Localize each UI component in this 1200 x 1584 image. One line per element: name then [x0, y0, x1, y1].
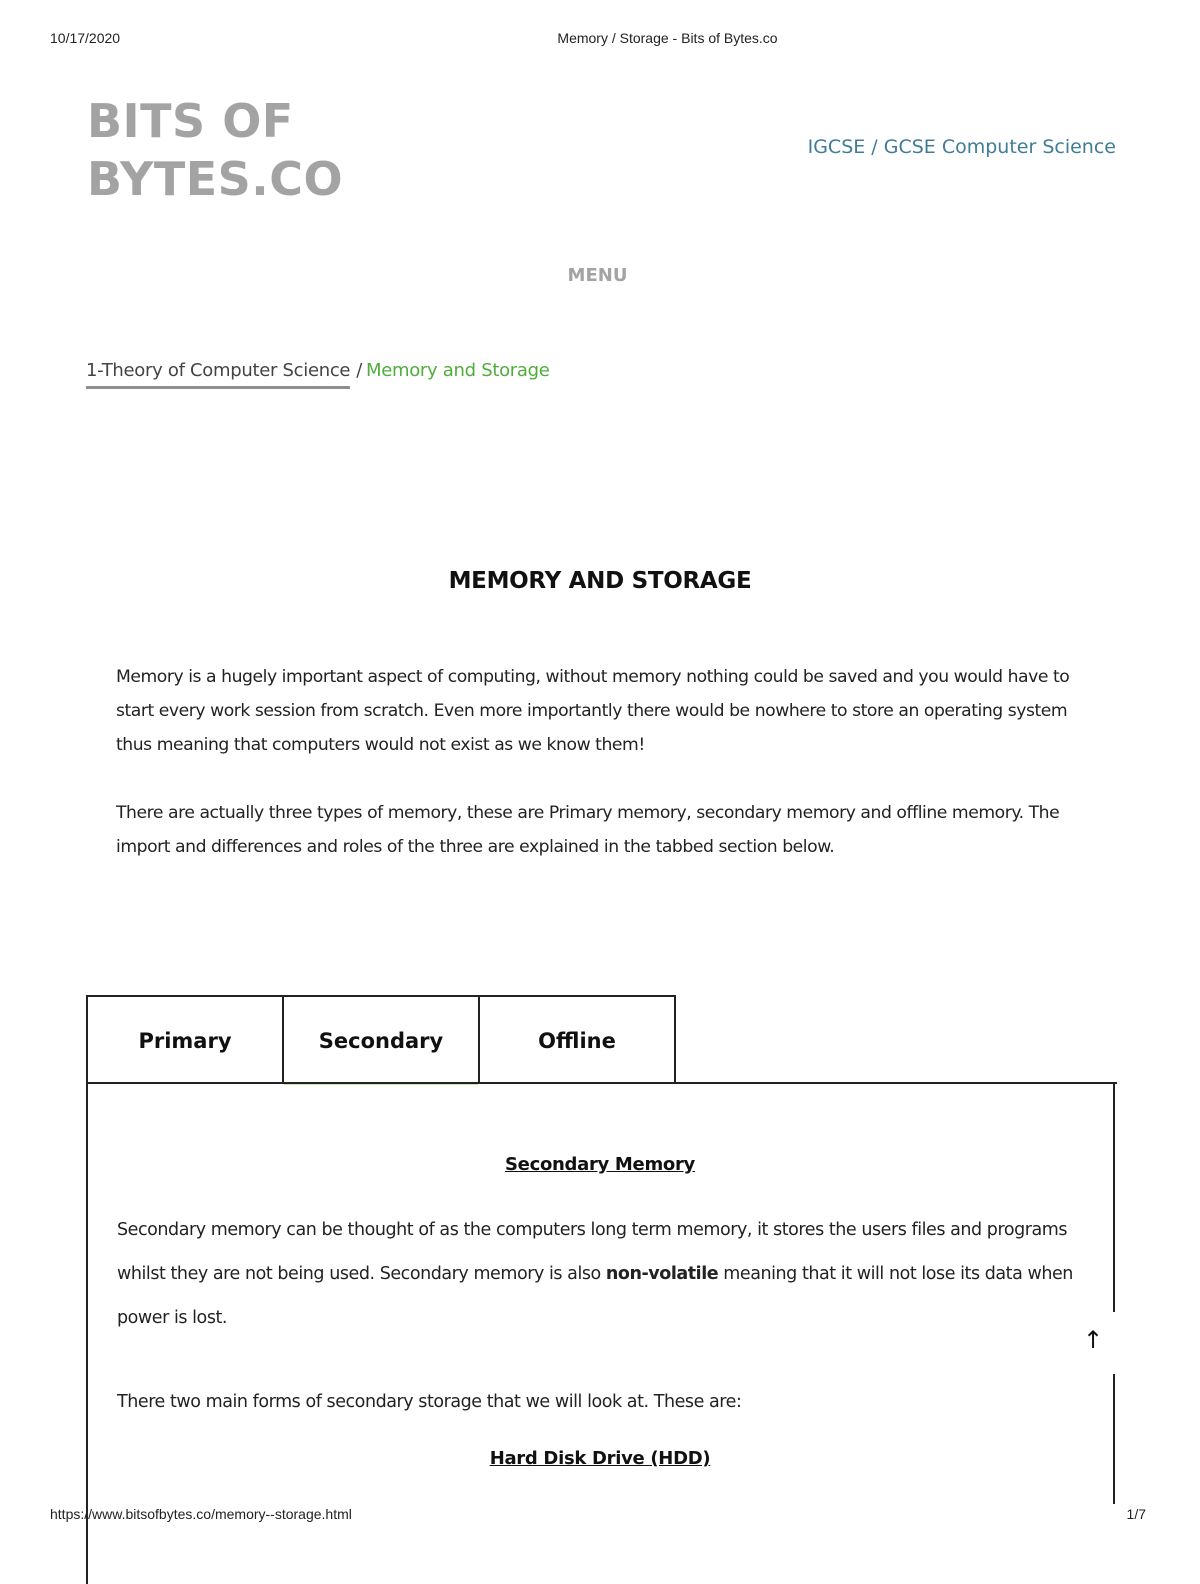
panel-heading: Secondary Memory	[505, 1154, 695, 1175]
print-url: https://www.bitsofbytes.co/memory--storage.html	[50, 1506, 352, 1522]
breadcrumb-separator: /	[356, 360, 362, 381]
panel-p1-text-b: meaning that it will not lose its data when power is lost.	[117, 1264, 1073, 1328]
panel-subheading-hdd: Hard Disk Drive (HDD)	[489, 1448, 711, 1469]
logo-line-2: BYTES.CO	[87, 152, 344, 206]
tab-offline[interactable]: Offline	[478, 995, 676, 1084]
breadcrumb	[86, 360, 550, 389]
panel-border-right-bottom	[1113, 1374, 1115, 1504]
panel-border-right-top	[1113, 1082, 1115, 1312]
intro-paragraph-2: There are actually three types of memory, these are Primary memory, secondary memory and offline memory. The import and differences and roles of the three are explained in the tabbed section below.	[116, 803, 1060, 857]
print-date: 10/17/2020	[50, 30, 121, 46]
breadcrumb-current: Memory and Storage	[365, 360, 550, 381]
intro-text	[116, 660, 1106, 898]
panel-paragraph-1	[117, 1208, 1107, 1340]
print-page-title: Memory / Storage - Bits of Bytes.co	[557, 30, 778, 46]
logo-line-1: BITS OF	[87, 94, 294, 148]
site-tagline-link[interactable]: IGCSE / GCSE Computer Science	[807, 136, 1116, 158]
site-logo[interactable]	[87, 92, 343, 208]
arrow-up-icon[interactable]: ↑	[1083, 1326, 1104, 1354]
breadcrumb-parent-link[interactable]: 1-Theory of Computer Science	[86, 360, 350, 389]
panel-p1-text-a: Secondary memory can be thought of as the computers long term memory, it stores the users files and programs whilst they are not being used. Secondary memory is also	[117, 1220, 1068, 1284]
tab-secondary[interactable]: Secondary	[282, 995, 480, 1084]
panel-paragraph-2: There two main forms of secondary storage that we will look at. These are:	[117, 1392, 742, 1412]
page-title: MEMORY AND STORAGE	[448, 568, 752, 594]
menu-button[interactable]: MENU	[567, 265, 628, 286]
memory-tabs	[86, 995, 674, 1084]
non-volatile-term: non-volatile	[605, 1264, 719, 1284]
tab-primary[interactable]: Primary	[86, 995, 284, 1084]
intro-paragraph-1: Memory is a hugely important aspect of computing, without memory nothing could be saved and you would have to start every work session from scratch. Even more importantly there would be nowhere to store an operating system thus meaning that computers would not exist as we know them!	[116, 667, 1070, 755]
print-page-count: 1/7	[1126, 1506, 1146, 1522]
